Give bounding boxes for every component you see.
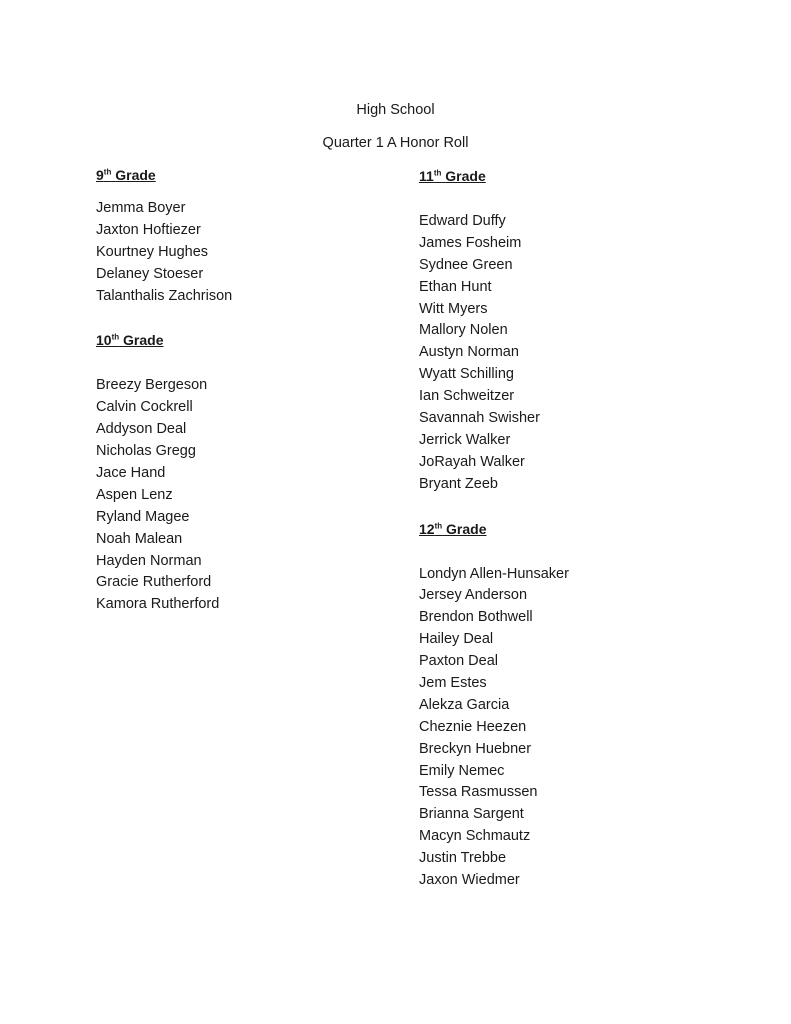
- student-name: Hailey Deal: [419, 631, 494, 648]
- grade-word: Grade: [445, 168, 486, 184]
- student-name: Hayden Norman: [96, 552, 202, 569]
- student-name: Ian Schweitzer: [419, 388, 515, 405]
- student-name: Jaxton Hoftiezer: [96, 221, 201, 238]
- student-name: Austyn Norman: [419, 344, 519, 361]
- right-column: [419, 167, 739, 892]
- student-name: Savannah Swisher: [419, 410, 540, 427]
- student-name: Emily Nemec: [419, 762, 505, 779]
- student-name: Kamora Rutherford: [96, 596, 220, 613]
- student-name: Ethan Hunt: [419, 278, 492, 295]
- grade-ordinal-suffix: th: [433, 168, 442, 178]
- student-name: Edward Duffy: [419, 213, 506, 229]
- grade-number: 9: [96, 167, 104, 183]
- student-name: Bryant Zeeb: [419, 475, 498, 492]
- student-name: JoRayah Walker: [419, 453, 525, 470]
- student-name: Delaney Stoeser: [96, 265, 204, 282]
- grade-number: 10: [96, 332, 112, 349]
- grade-ordinal-suffix: th: [434, 520, 443, 530]
- student-name: Alekza Garcia: [419, 696, 510, 713]
- grade-12-student-list: [419, 564, 739, 892]
- student-name: Jemma Boyer: [96, 200, 186, 216]
- student-name: Jace Hand: [96, 465, 166, 482]
- grade-word: Grade: [446, 520, 487, 537]
- grade-ordinal-suffix: th: [111, 332, 120, 342]
- grade-word: Grade: [123, 332, 164, 349]
- grade-12-heading: [419, 520, 739, 538]
- student-name: Noah Malean: [96, 530, 183, 547]
- student-name: Calvin Cockrell: [96, 399, 193, 416]
- grade-word: Grade: [115, 167, 156, 183]
- student-name: Gracie Rutherford: [96, 574, 212, 591]
- grade-11-section: [419, 167, 739, 496]
- student-name: Londyn Allen-Hunsaker: [419, 565, 569, 582]
- grade-12-section: [419, 520, 739, 892]
- student-name: Tessa Rasmussen: [419, 784, 538, 801]
- student-name: Nicholas Gregg: [96, 443, 196, 460]
- student-name: Kourtney Hughes: [96, 243, 209, 260]
- grade-9-section: [96, 166, 416, 307]
- student-name: Paxton Deal: [419, 653, 498, 670]
- grade-number: 11: [419, 168, 434, 184]
- grade-10-section: [96, 331, 416, 616]
- student-name: Mallory Nolen: [419, 322, 508, 339]
- student-name: Cheznie Heezen: [419, 718, 527, 735]
- grade-11-heading: [419, 167, 739, 185]
- student-name: Aspen Lenz: [96, 486, 173, 503]
- grade-11-student-list: [419, 211, 739, 496]
- student-name: Addyson Deal: [96, 421, 187, 438]
- student-name: Talanthalis Zachrison: [96, 287, 233, 304]
- grade-9-student-list: [96, 198, 416, 307]
- grade-number: 12: [419, 520, 435, 537]
- student-name: Jersey Anderson: [419, 587, 528, 604]
- student-name: Jerrick Walker: [419, 431, 511, 448]
- student-name: Jem Estes: [419, 675, 487, 692]
- document-title: High School: [356, 102, 435, 118]
- student-name: Justin Trebbe: [419, 850, 507, 867]
- left-column: [96, 166, 416, 616]
- student-name: Brendon Bothwell: [419, 609, 533, 626]
- student-name: Ryland Magee: [96, 508, 190, 525]
- student-name: Wyatt Schilling: [419, 366, 514, 383]
- grade-9-heading: [96, 166, 416, 184]
- student-name: Breckyn Huebner: [419, 740, 532, 757]
- document-subtitle: Quarter 1 A Honor Roll: [322, 135, 469, 151]
- student-name: Brianna Sargent: [419, 806, 524, 823]
- student-name: Witt Myers: [419, 300, 488, 317]
- student-name: James Fosheim: [419, 234, 522, 251]
- student-name: Macyn Schmautz: [419, 828, 531, 845]
- grade-10-heading: [96, 331, 416, 349]
- student-name: Jaxon Wiedmer: [419, 872, 520, 889]
- student-name: Sydnee Green: [419, 256, 513, 273]
- grade-10-student-list: [96, 375, 416, 616]
- student-name: Breezy Bergeson: [96, 377, 208, 394]
- grade-ordinal-suffix: th: [103, 167, 112, 177]
